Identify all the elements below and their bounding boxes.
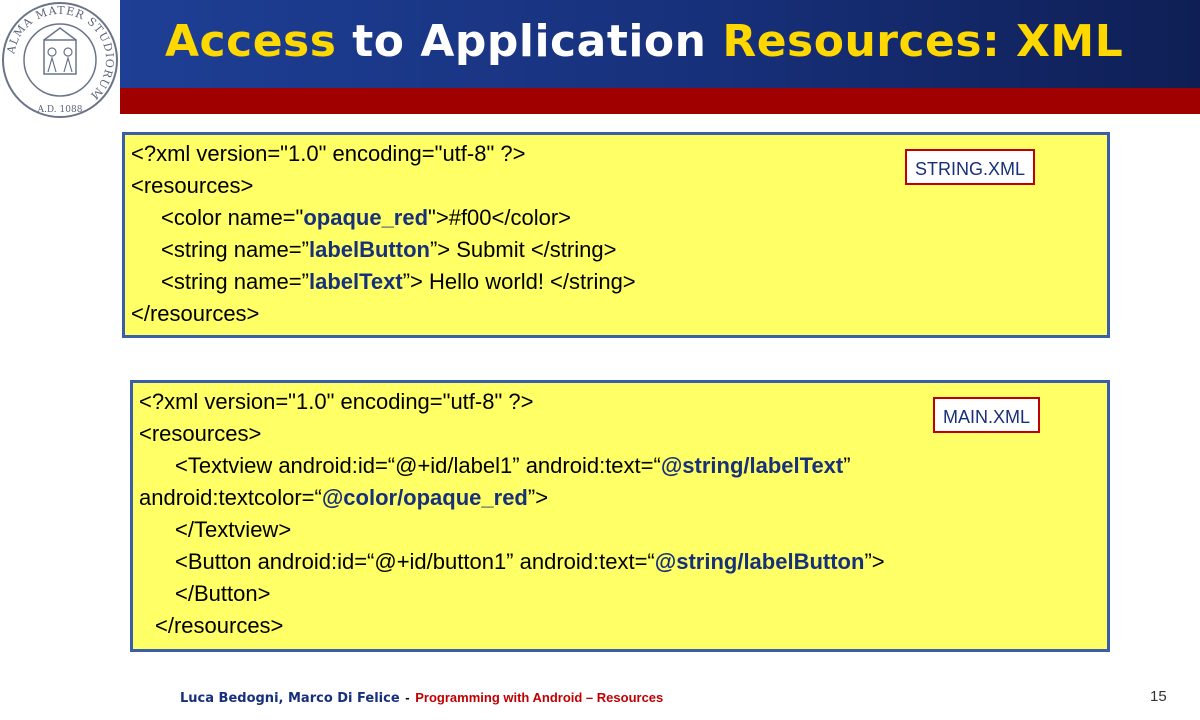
string-xml-code-highlight: labelButton [308, 237, 430, 262]
main-xml-code-line: </Button> [175, 581, 271, 606]
main-xml-code-line: <?xml version="1.0" encoding="utf-8" ?> [139, 389, 534, 414]
main-xml-code-box [130, 380, 1110, 652]
string-xml-code-highlight: labelText [308, 269, 403, 294]
footer-separator: - [405, 690, 410, 705]
main-xml-code-line: <Textview android:id=“@+id/label1” android:text=“@string/labelText” [175, 453, 851, 478]
main-xml-file-label: MAIN.XML [933, 397, 1040, 433]
string-xml-code-box [122, 132, 1110, 338]
main-xml-code-highlight: @color/opaque_red [321, 485, 528, 510]
string-xml-code-line: <resources> [131, 173, 254, 198]
slide-title [165, 16, 1123, 67]
seal-ring-text: ALMA MATER STUDIORUM [4, 3, 117, 103]
string-xml-code-line: <string name=”labelButton”> Submit </string> [161, 237, 617, 262]
string-xml-code-highlight: opaque_red [303, 205, 429, 230]
seal-icon [0, 0, 120, 120]
string-xml-code-line: <string name=”labelText”> Hello world! </string> [161, 269, 636, 294]
main-xml-code-line: <resources> [139, 421, 262, 446]
main-xml-code-line: </Textview> [175, 517, 292, 542]
title-part-access: Access [165, 16, 337, 67]
string-xml-file-label: STRING.XML [905, 149, 1035, 185]
university-seal-logo [0, 0, 120, 120]
footer-authors: Luca Bedogni, Marco Di Felice [180, 691, 400, 706]
string-xml-code-line: <?xml version="1.0" encoding="utf-8" ?> [131, 141, 526, 166]
main-xml-code-line: android:textcolor=“@color/opaque_red”> [139, 485, 549, 510]
page-number: 15 [1150, 688, 1167, 705]
footer-course-title: Programming with Android – Resources [415, 690, 664, 705]
main-xml-code-highlight: @string/labelButton [654, 549, 865, 574]
title-part-middle: to Application [336, 16, 723, 67]
main-xml-code-line: </resources> [155, 613, 284, 638]
title-part-resources: Resources: XML [722, 16, 1124, 67]
seal-year-text: A.D. 1088 [37, 105, 83, 115]
footer [180, 690, 663, 706]
main-xml-code-highlight: @string/labelText [660, 453, 844, 478]
string-xml-code-line: </resources> [131, 301, 260, 326]
header-red-stripe [120, 88, 1200, 114]
string-xml-code-line: <color name="opaque_red">#f00</color> [161, 205, 572, 230]
main-xml-code-line: <Button android:id=“@+id/button1” android:text=“@string/labelButton”> [175, 549, 885, 574]
